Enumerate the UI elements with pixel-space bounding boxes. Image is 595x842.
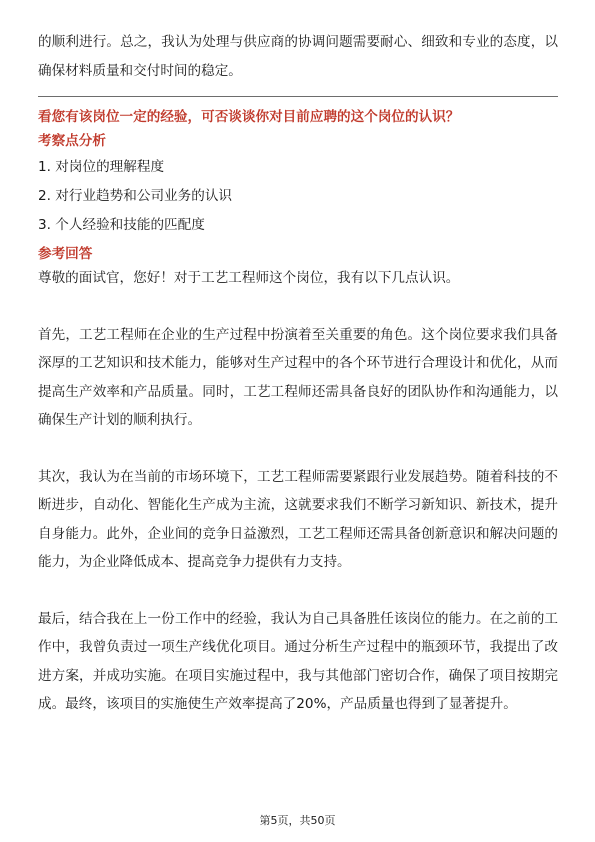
analysis-list <box>38 153 558 240</box>
answer-greeting: 尊敬的面试官，您好！对于工艺工程师这个岗位，我有以下几点认识。 <box>38 270 460 286</box>
list-item: 3. 个人经验和技能的匹配度 <box>38 217 205 233</box>
paragraph-gap <box>38 435 558 463</box>
section-divider <box>38 96 558 97</box>
answer-paragraph-1: 首先，工艺工程师在企业的生产过程中扮演着至关重要的角色。这个岗位要求我们具备深厚的工艺知识和技术能力，能够对生产过程中的各个环节进行合理设计和优化，从而提高生产效率和产品质量。同时，工艺工程师还需具备良好的团队协作和沟通能力，以确保生产计划的顺利执行。 <box>38 326 558 428</box>
analysis-heading: 考察点分析 <box>38 133 106 149</box>
interview-question: 看您有该岗位一定的经验，可否谈谈你对目前应聘的这个岗位的认识？ <box>38 109 460 125</box>
reference-heading: 参考回答 <box>38 246 93 262</box>
answer-paragraph-2: 其次，我认为在当前的市场环境下，工艺工程师需要紧跟行业发展趋势。随着科技的不断进步，自动化、智能化生产成为主流，这就要求我们不断学习新知识、新技术，提升自身能力。此外，企业间的竞争日益激烈，工艺工程师还需具备创新意识和解决问题的能力，为企业降低成本、提高竞争力提供有力支持。 <box>38 468 558 570</box>
page-number: 第5页，共50页 <box>259 814 336 827</box>
intro-paragraph: 的顺利进行。总之，我认为处理与供应商的协调问题需要耐心、细致和专业的态度，以确保材料质量和交付时间的稳定。 <box>38 34 558 79</box>
document-page <box>38 28 558 719</box>
paragraph-gap <box>38 577 558 605</box>
list-item: 1. 对岗位的理解程度 <box>38 159 165 175</box>
paragraph-gap <box>38 293 558 321</box>
answer-paragraph-3: 最后，结合我在上一份工作中的经验，我认为自己具备胜任该岗位的能力。在之前的工作中，我曾负责过一项生产线优化项目。通过分析生产过程中的瓶颈环节，我提出了改进方案，并成功实施。在项目实施过程中，我与其他部门密切合作，确保了项目按期完成。最终，该项目的实施使生产效率提高了20%，产品质量也得到了显著提升。 <box>38 610 558 712</box>
list-item: 2. 对行业趋势和公司业务的认识 <box>38 188 233 204</box>
